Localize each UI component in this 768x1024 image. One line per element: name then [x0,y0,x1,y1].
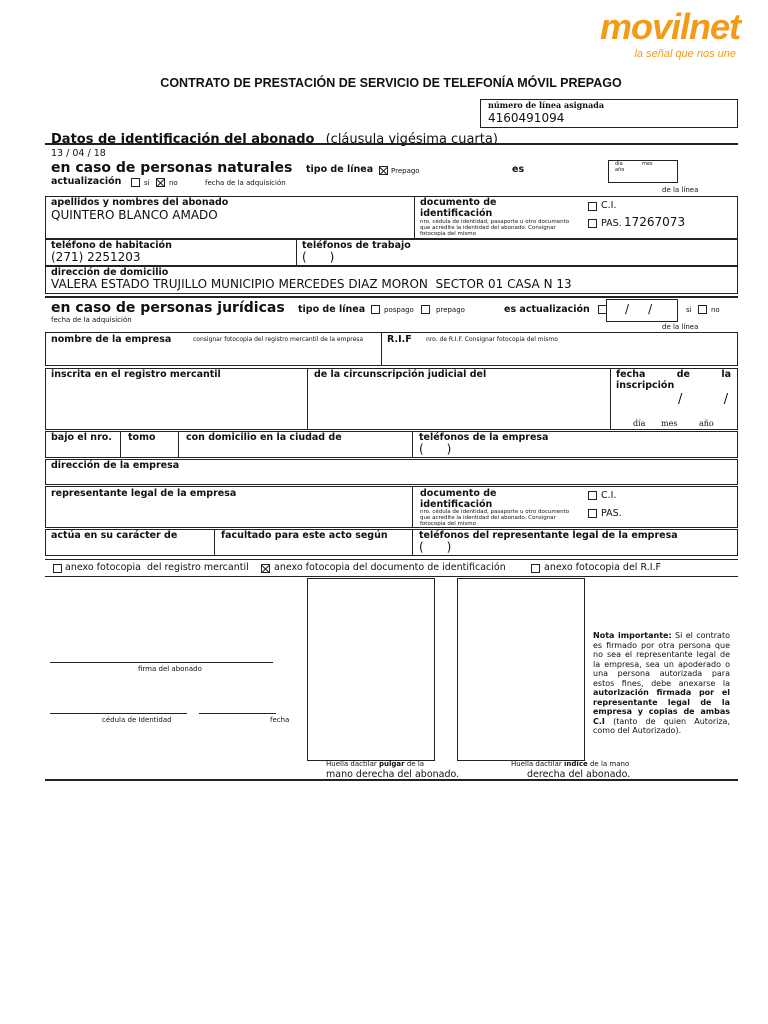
firma-label: firma del abonado [138,665,202,673]
nota-bold: autorización firmada por el representante legal de la empresa y copias de ambas C.I [593,688,730,726]
prepago-label: prepago [436,306,465,314]
anexo-rif-checkbox[interactable] [531,564,540,573]
divider [307,368,308,430]
date-year: 18 [93,148,106,159]
documento-note: nro. cédula de identidad, pasaporte u otro documento que acredite la identidad del abonado. Consignar fotocopia del mismo [420,509,570,527]
es-actualizacion-label: es actualización [504,304,590,315]
divider [412,486,413,528]
registro-label: inscrita en el registro mercantil [51,369,221,380]
line-number-value: 4160491094 [488,111,565,125]
huella-pulgar-caption [326,760,466,768]
apellidos-value[interactable]: QUINTERO BLANCO AMADO [51,208,218,222]
actualizacion-si-checkbox[interactable] [131,178,140,187]
divider [381,332,382,366]
prepago-checkbox[interactable] [421,305,430,314]
divider [412,529,413,556]
caption-text: Huella dactilar [326,760,377,768]
huella-pulgar-box [307,578,435,761]
fecha-adquisicion-box[interactable] [606,299,678,322]
cedula-label: cédula de Identidad [102,716,172,724]
divider [412,431,413,458]
line-number-box [480,99,738,128]
anexo-documento-label: anexo fotocopia del documento de identificación [274,562,506,573]
ci-label: C.I. [601,490,617,501]
ci-checkbox[interactable] [588,202,597,211]
mes-label: mes [642,161,653,167]
representante-label: representante legal de la empresa [51,488,237,499]
fecha-inscripcion-label: fecha de la inscripción [616,369,731,391]
pospago-label: pospago [384,306,414,314]
rif-label: R.I.F [387,334,412,345]
date-day: 13 [51,148,64,159]
tel-empresa-label: teléfonos de la empresa [419,432,549,443]
documento-note: nro. cédula de identidad, pasaporte u otro documento que acredite la identidad del abonado. Consignar fotocopia del mismo [420,219,570,237]
si-label: si [144,179,150,187]
section-clause: (cláusula vigésima cuarta) [325,132,498,147]
divider [45,559,738,560]
naturales-heading: en caso de personas naturales [51,160,293,176]
pas-label: PAS. [601,508,622,519]
documento-label: documento de identificación [420,197,497,219]
fecha-line [199,713,276,714]
tel-hab-value[interactable]: (271) 2251203 [51,250,141,264]
anexo-registro-checkbox[interactable] [53,564,62,573]
divider [610,368,611,430]
ci-label: C.I. [601,200,617,211]
anexo-rif-label: anexo fotocopia del R.I.F [544,562,662,573]
divider [45,296,738,298]
nota-text-2: (tanto de quien Autoriza, como del Autorizado). [593,716,730,735]
bajo-nro-label: bajo el nro. [51,432,112,443]
tomo-label: tomo [128,432,156,443]
movilnet-logo [578,8,758,68]
ci-checkbox[interactable] [588,491,597,500]
actua-label: actúa en su carácter de [51,530,178,541]
direccion-label: dirección de domicilio [51,267,169,278]
empresa-note: consignar fotocopia del registro mercantil de la empresa [193,336,364,343]
tipo-linea-label: tipo de línea [298,304,366,315]
prepago-label: Prepago [391,167,420,175]
nota-importante [593,631,730,736]
pas-checkbox[interactable] [588,219,597,228]
logo-wordmark: movilnet [599,6,740,47]
pospago-checkbox[interactable] [371,305,380,314]
facultado-label: facultado para este acto según [221,530,388,541]
caption-text: Huella dactilar [511,760,562,768]
domicilio-label: con domicilio en la ciudad de [186,432,342,443]
huella-indice-box [457,578,585,761]
circunscripcion-label: de la circunscripción judicial del [314,369,487,380]
divider [120,431,121,458]
anexo-documento-checkbox[interactable] [261,564,270,573]
dia-label: día [633,419,646,428]
line-number-label: número de línea asignada [488,100,605,110]
date-top: 13 / 04 / 18 [51,148,106,159]
direccion-value[interactable]: VALERA ESTADO TRUJILLO MUNICIPIO MERCEDES DIAZ MORON SECTOR 01 CASA N 13 [51,277,572,291]
tipo-linea-label: tipo de línea [306,164,374,175]
caption-text: de la mano [589,760,630,768]
dia-label: día [615,161,623,167]
direccion-empresa-label: dirección de la empresa [51,460,180,471]
tel-rep-value[interactable]: ( ) [419,540,452,554]
fecha-adquisicion-box[interactable] [608,160,678,183]
tel-hab-label: teléfono de habitación [51,240,172,251]
no-label: no [711,306,720,314]
cedula-line [50,713,187,714]
divider [45,779,738,781]
tel-trab-label: teléfonos de trabajo [302,240,411,251]
de-la-linea-label: de la línea [662,323,699,331]
date-month: 04 [72,148,85,159]
nota-title: Nota importante: [593,631,672,640]
actualizacion-no-checkbox[interactable] [156,178,165,187]
fecha-adquisicion-label: fecha de la adquisición [51,316,132,324]
ano-label: año [699,419,714,428]
prepago-checkbox[interactable] [379,166,388,175]
es-label: es [512,164,525,175]
ano-label: año [615,167,625,173]
juridicas-no-checkbox[interactable] [698,305,707,314]
empresa-label: nombre de la empresa [51,334,172,345]
tel-rep-label: teléfonos del representante legal de la empresa [419,530,678,541]
pas-value[interactable]: 17267073 [624,215,686,229]
divider [414,196,415,239]
tel-empresa-value[interactable]: ( ) [419,442,452,456]
juridicas-heading: en caso de personas jurídicas [51,300,285,316]
divider [45,143,738,145]
caption-text: de la [406,760,425,768]
tel-trab-value[interactable]: ( ) [302,250,335,264]
document-title: CONTRATO DE PRESTACIÓN DE SERVICIO DE TELEFONÍA MÓVIL PREPAGO [160,76,622,90]
nota-text: Si el contrato es firmado por otra persona que no sea el representante legal de la empresa, sea un apoderado o una persona autorizada para estos fines, debe anexarse la [593,631,730,688]
apellidos-label: apellidos y nombres del abonado [51,197,229,208]
divider [178,431,179,458]
divider [45,576,738,577]
actualizacion-label: actualización [51,176,122,187]
huella-pulgar-caption-2: mano derecha del abonado. [326,769,460,780]
section-title: Datos de identificación del abonado [51,132,315,147]
anexo-registro-label: anexo fotocopia del registro mercantil [65,562,249,573]
fecha-inscripcion-slashes: / / [678,392,729,407]
logo-tagline: la señal que nos une [634,48,736,60]
caption-bold: índice [564,760,588,768]
pas-checkbox[interactable] [588,509,597,518]
mes-label: mes [661,419,678,428]
huella-indice-caption-2: derecha del abonado. [527,769,631,780]
divider [296,239,297,266]
rif-note: nro. de R.I.F. Consignar fotocopia del mismo [426,336,558,343]
firma-line [50,662,273,663]
caption-bold: pulgar [379,760,405,768]
huella-indice-caption [511,760,651,768]
de-la-linea-label: de la línea [662,186,699,194]
divider [214,529,215,556]
documento-label: documento de identificación [420,488,497,510]
pas-label: PAS. [601,218,622,229]
fecha-adquisicion-label: fecha de la adquisición [205,179,286,187]
si-label: si [686,306,692,314]
fecha-label: fecha [270,716,290,724]
date-slashes: / / [625,302,653,316]
no-label: no [169,179,178,187]
